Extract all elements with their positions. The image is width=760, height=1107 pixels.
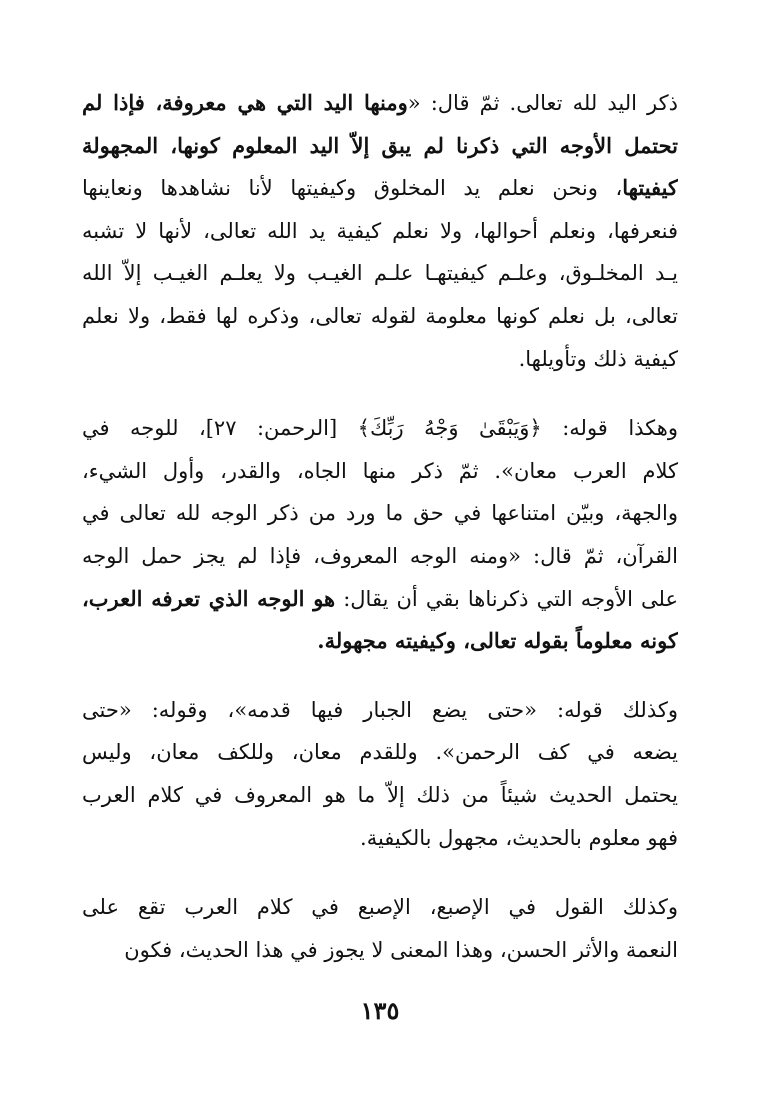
text-line: [82, 252, 678, 295]
text-line: [82, 338, 678, 381]
text-run: القرآن، ثمّ قال: «ومنه الوجه المعروف، فإذا لم يجز حمل الوجه: [82, 543, 678, 568]
text-run: يـد المخلـوق، وعلـم كيفيتهـا علـم الغيـب ولا يعلـم الغيـب إلاّ الله: [82, 261, 678, 286]
text-line: [82, 210, 678, 253]
page-number: ١٣٥: [360, 996, 400, 1025]
bold-text-run: كيفيتها: [622, 175, 678, 201]
text-line: [82, 407, 678, 450]
text-run: يضعه في كف الرحمن». وللقدم معان، وللكف معان، وليس: [82, 740, 678, 765]
text-line: [82, 620, 678, 663]
text-line: [82, 492, 678, 535]
text-run: تعالى، بل نعلم كونها معلومة لقوله تعالى، وذكره لها فقط، ولا نعلم: [82, 303, 678, 328]
text-run: كلام العرب معان». ثمّ ذكر منها الجاه، والقدر، وأول الشيء،: [82, 458, 678, 483]
text-line: [82, 731, 678, 774]
bold-text-run: هو الوجه الذي تعرفه العرب،: [82, 585, 336, 611]
text-run: النعمة والأثر الحسن، وهذا المعنى لا يجوز في هذا الحديث، فكون: [124, 937, 678, 962]
text-line: [82, 689, 678, 732]
text-run: وهكذا قوله: ﴿وَيَبْقَىٰ وَجْهُ رَبِّكَ﴾ [الرحمن: ٢٧]، للوجه في: [82, 416, 678, 441]
text-line: [82, 578, 678, 621]
paragraph-3: [82, 689, 678, 859]
text-run: فهو معلوم بالحديث، مجهول بالكيفية.: [360, 825, 678, 850]
text-run: ، ونحن نعلم يد المخلوق وكيفيتها لأنا نشاهدها ونعاينها: [82, 176, 623, 201]
text-run: فنعرفها، ونعلم أحوالها، ولا نعلم كيفية يد الله تعالى، لأنها لا تشبه: [82, 218, 678, 243]
text-line: [82, 886, 678, 929]
text-line: [82, 535, 678, 578]
text-line: [82, 82, 678, 125]
text-run: والجهة، وبيّن امتناعها في حق ما ورد من ذكر الوجه لله تعالى في: [82, 501, 678, 526]
text-line: [82, 125, 678, 168]
text-run: على الأوجه التي ذكرناها بقي أن يقال:: [335, 586, 678, 611]
text-run: كيفية ذلك وتأويلها.: [518, 346, 678, 371]
text-line: [82, 929, 678, 972]
bold-text-run: تحتمل الأوجه التي ذكرنا لم يبق إلاّ اليد المعلوم كونها، المجهولة: [82, 132, 678, 158]
page-body: [82, 82, 678, 971]
paragraph-1: [82, 82, 678, 380]
text-line: [82, 774, 678, 817]
text-line: [82, 167, 678, 210]
text-line: [82, 450, 678, 493]
text-run: وكذلك قوله: «حتى يضع الجبار فيها قدمه»، وقوله: «حتى: [82, 697, 678, 722]
text-run: ذكر اليد لله تعالى. ثمّ قال: «: [407, 91, 678, 115]
text-run: وكذلك القول في الإصبع، الإصبع في كلام العرب تقع على: [82, 895, 678, 920]
text-line: [82, 817, 678, 860]
bold-text-run: ومنها اليد التي هي معروفة، فإذا لم: [82, 90, 408, 115]
bold-text-run: كونه معلوماً بقوله تعالى، وكيفيته مجهولة.: [317, 628, 678, 654]
text-run: يحتمل الحديث شيئاً من ذلك إلاّ ما هو المعروف في كلام العرب: [82, 782, 678, 807]
paragraph-4: [82, 886, 678, 971]
text-line: [82, 295, 678, 338]
paragraph-2: [82, 407, 678, 663]
